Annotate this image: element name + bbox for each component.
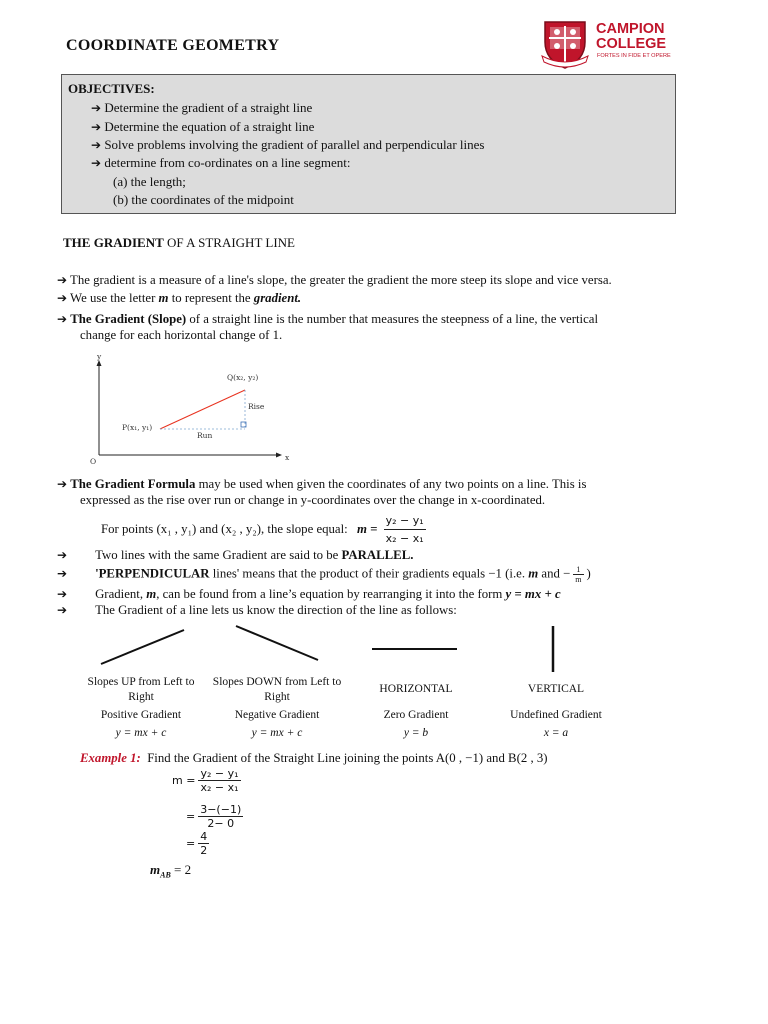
arrow-icon: ➔ — [91, 101, 102, 115]
arrow-icon: ➔ — [57, 273, 68, 287]
example-step-2: = $\frac{3-(-1)}{2- 0}$ — [186, 803, 242, 830]
example-step-1: m = $\frac{\text{y₂ − y₁}}{\text{x₂ − x₁}}$ — [172, 767, 239, 794]
slope-desc-positive: Slopes UP from Left to Right — [87, 676, 195, 703]
point-q-label: Q(x₂, y₂) — [227, 373, 259, 382]
slope-eq-negative: y = mx + c — [251, 727, 303, 739]
positive-slope-line — [101, 630, 184, 664]
gradient-graph — [82, 350, 292, 468]
slope-type-undefined: Undefined Gradient — [510, 709, 602, 721]
bullet-letter-m: ➔ We use the letter m to represent the gradient. — [57, 291, 302, 305]
objective-subitem: (b) the coordinates of the midpoint — [113, 192, 294, 207]
slope-desc-vertical: VERTICAL — [527, 683, 585, 695]
x-axis-arrow — [276, 453, 282, 458]
bullet-gradient-slope: ➔ The Gradient (Slope) of a straight line is the number that measures the steepness of a line, the vertical — [57, 312, 599, 326]
example-step-3: = $\frac{4}{2}$ — [186, 830, 208, 857]
slope-desc-negative: Slopes DOWN from Left to Right — [212, 676, 342, 703]
slope-desc-horizontal: HORIZONTAL — [379, 683, 453, 695]
run-label: Run — [197, 431, 213, 440]
example-result: $m_{AB} = 2$ — [150, 862, 192, 880]
arrow-icon: ➔ — [57, 603, 68, 617]
objectives-heading: OBJECTIVES: — [68, 81, 155, 96]
arrow-icon: ➔ — [57, 312, 68, 326]
arrow-icon: ➔ — [91, 156, 102, 170]
gradient-formula-line2: expressed as the rise over run or change in y-coordinates over the change in x-coordinated. — [80, 493, 546, 507]
rise-label: Rise — [248, 402, 265, 411]
negative-slope-line — [236, 626, 318, 660]
arrow-icon: ➔ — [57, 291, 68, 305]
arrow-icon: ➔ — [57, 548, 68, 562]
rule-parallel: ➔ Two lines with the same Gradient are said to be PARALLEL. — [57, 548, 414, 562]
slope-type-negative: Negative Gradient — [234, 709, 320, 721]
arrow-icon: ➔ — [57, 477, 68, 491]
slope-eq-positive: y = mx + c — [115, 727, 167, 739]
line-segment-pq — [160, 390, 245, 429]
slope-type-positive: Positive Gradient — [100, 709, 182, 721]
bullet-gradient-definition: ➔ The gradient is a measure of a line's slope, the greater the gradient the more steep its slope and vice versa. — [57, 273, 612, 287]
page-title: COORDINATE GEOMETRY — [66, 37, 280, 54]
objective-subitem: (a) the length; — [113, 174, 186, 189]
y-axis-label: y — [97, 352, 102, 361]
objective-item: ➔ Solve problems involving the gradient of parallel and perpendicular lines — [91, 137, 485, 152]
arrow-icon: ➔ — [57, 587, 68, 601]
campion-college-logo — [540, 18, 680, 70]
rule-equation-form: ➔ Gradient, m, can be found from a line’s equation by rearranging it into the form y = mx + c — [57, 587, 561, 601]
point-p-label: P(x₁, y₁) — [122, 423, 153, 432]
origin-label: O — [90, 457, 97, 466]
rule-direction: ➔ The Gradient of a line lets us know the direction of the line as follows: — [57, 603, 457, 617]
objective-item: ➔ determine from co-ordinates on a line segment: — [91, 155, 351, 170]
objective-item: ➔ Determine the gradient of a straight line — [91, 100, 313, 115]
bullet-gradient-formula: ➔ The Gradient Formula may be used when given the coordinates of any two points on a line. This is — [57, 477, 587, 491]
slope-eq-undefined: x = a — [543, 727, 569, 739]
rule-perpendicular: ➔ 'PERPENDICULAR lines' means that the product of their gradients equals −1 (i.e. m and − $\frac{1}{m}$ ) — [57, 565, 591, 584]
section-heading: THE GRADIENT OF A STRAIGHT LINE — [63, 235, 295, 250]
logo-name-line1: CAMPION — [596, 21, 665, 37]
arrow-icon: ➔ — [91, 138, 102, 152]
logo-name-line2: COLLEGE — [596, 36, 667, 52]
slope-eq-zero: y = b — [403, 727, 429, 739]
logo-motto: FORTES IN FIDE ET OPERE — [597, 53, 671, 59]
slope-type-zero: Zero Gradient — [383, 709, 449, 721]
arrow-icon: ➔ — [57, 566, 68, 581]
x-axis-label: x — [285, 453, 290, 462]
slope-diagrams — [90, 620, 570, 680]
crest-icon — [540, 18, 590, 70]
example-1-question: Example 1: Find the Gradient of the Straight Line joining the points A(0 , −1) and B(2 , 3) — [80, 751, 548, 765]
bullet-gradient-slope-line2: change for each horizontal change of 1. — [80, 328, 283, 342]
slope-formula: For points (x₁ , y₁) and (x₂ , y₂), the slope equal: m = $\frac{\text{y₂ − y₁}}{\text{x₂ − x₁}}$ — [101, 514, 424, 545]
objective-item: ➔ Determine the equation of a straight line — [91, 119, 315, 134]
arrow-icon: ➔ — [91, 120, 102, 134]
